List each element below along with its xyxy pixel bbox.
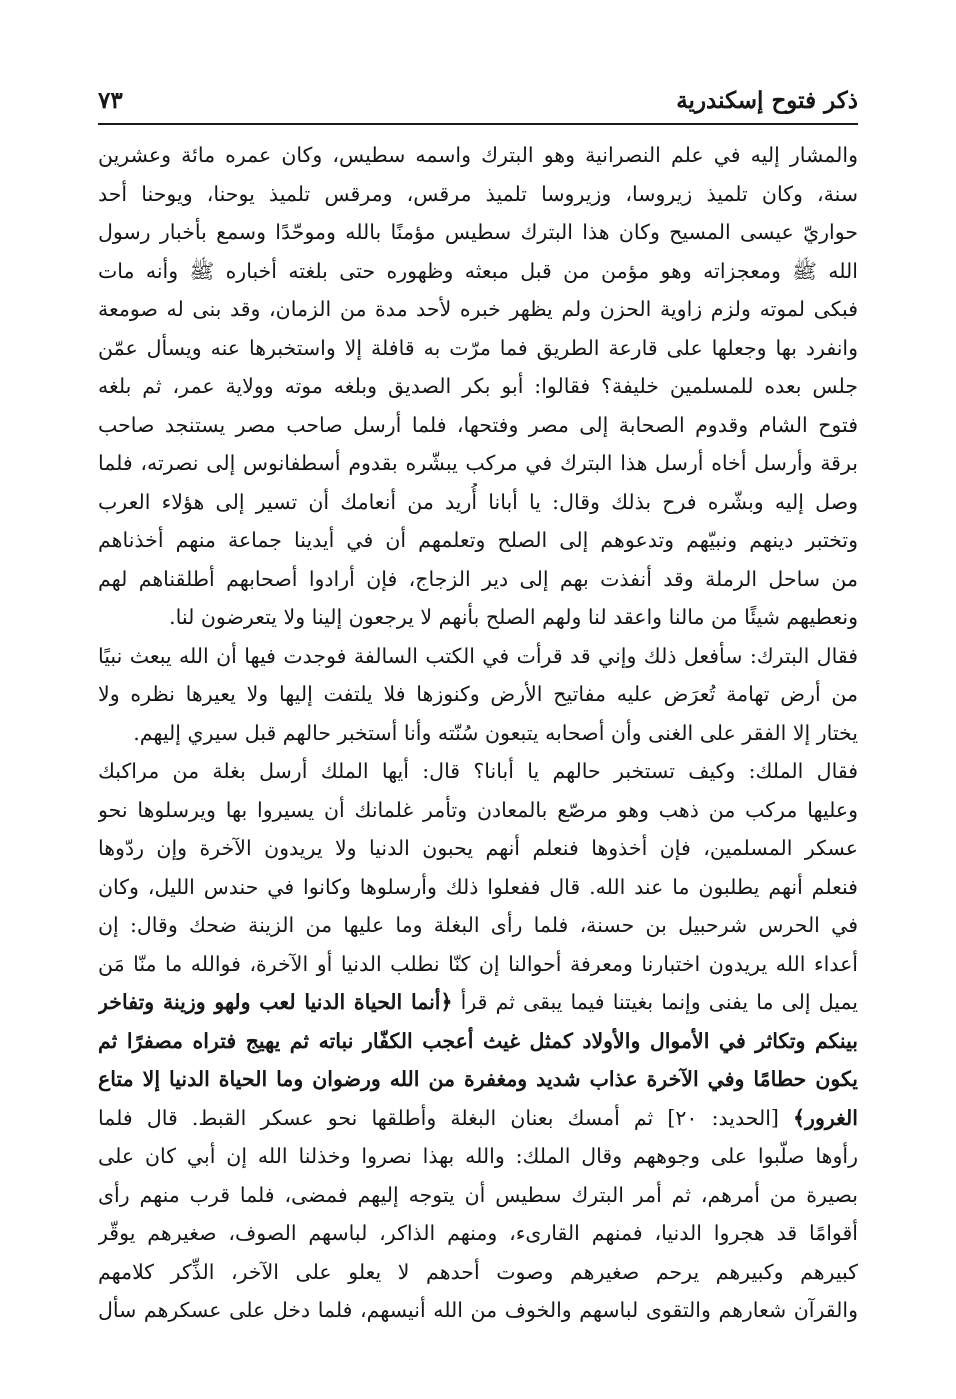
- text-line-quran-end: [98, 1099, 858, 1138]
- text-line: من أرض تهامة تُعرَض عليه مفاتيح الأرض وكنوزها فلا يلتفت إليها ولا يعيرها نظره ولا: [98, 682, 858, 706]
- header-rule: [98, 123, 858, 125]
- text-line: بصيرة من أمرهم، ثم أمر البترك سطيس أن يتوجه إليهم فمضى، فلما قرب منهم رأى: [98, 1182, 858, 1207]
- text-line: من ساحل الرملة وقد أنفذت بهم إلى دير الزجاج، فإن أرادوا أصحابهم أطلقناهم لهم: [98, 566, 858, 591]
- text-line: أعداء الله يريدون اختبارنا ومعرفة أحوالنا إن كنّا نطلب الدنيا أو الآخرة، فوالله ما منّا مَن: [98, 951, 858, 976]
- text-line: والقرآن شعارهم والتقوى لباسهم والخوف من الله أنيسهم، فلما دخل على عسكرهم سأل: [98, 1298, 858, 1322]
- line-text: [الحديد: ٢٠] ثم أمسك بعنان البغلة وأطلقها نحو عسكر القبط. قال فلما: [98, 1105, 794, 1130]
- text-line: فقال البترك: سأفعل ذلك وإني قد قرأت في الكتب السالفة فوجدت فيها أن الله يبعث نبيًا: [98, 643, 858, 668]
- text-line: حواريّ عيسى المسيح وكان هذا البترك سطيس مؤمنًا بالله وموحّدًا وسمع بأخبار رسول: [98, 220, 858, 244]
- text-line: جلس بعده للمسلمين خليفة؟ فقالوا: أبو بكر الصديق وبلغه موته وولاية عمر، ثم بلغه: [98, 374, 858, 398]
- text-line: سنة، وكان تلميذ زيروسا، وزيروسا تلميذ مرقس، ومرقس تلميذ يوحنا، ويوحنا أحد: [98, 181, 858, 206]
- quran-verse-line: يكون حطامًا وفي الآخرة عذاب شديد ومغفرة من الله ورضوان وما الحياة الدنيا إلا متاع: [98, 1067, 858, 1091]
- text-line: فقال الملك: وكيف تستخبر حالهم يا أبانا؟ قال: أيها الملك أرسل بغلة من مراكبك: [98, 759, 858, 783]
- text-line: والمشار إليه في علم النصرانية وهو البترك واسمه سطيس، وكان عمره مائة وعشرين: [98, 143, 858, 167]
- text-line: عسكر المسلمين، فإن أخذوها فنعلم أنهم يحبون الدنيا ولا يريدون الآخرة وإن ردّوها: [98, 836, 858, 860]
- text-line: فبكى لموته ولزم زاوية الحزن ولم يظهر خبره لأحد مدة من الزمان، وقد بنى له صومعة: [98, 297, 858, 321]
- text-line-quran-start: [98, 983, 858, 1022]
- running-title: ذكر فتوح إسكندرية: [676, 87, 858, 114]
- quran-verse-line: بينكم وتكاثر في الأموال والأولاد كمثل غيث أعجب الكفّار نباته ثم يهيج فتراه مصفرًا ثم: [98, 1028, 858, 1053]
- text-line: وصل إليه وبشّره فرح بذلك وقال: يا أبانا أُريد من أنعامك أن تسير إلى هؤلاء العرب: [98, 489, 858, 514]
- text-line: كبيرهم وكبيرهم يرحم صغيرهم وصوت أحدهم لا يعلو على الآخر، الذِّكر كلامهم: [98, 1259, 858, 1284]
- page-header: [98, 80, 858, 120]
- text-line: رأوها صلّبوا على وجوههم وقال الملك: والله بهذا نصروا وخذلنا الله إن أبي كان على: [98, 1144, 858, 1168]
- page-number: ٧٣: [98, 87, 123, 114]
- line-text: يميل إلى ما يفنى وإنما بغيتنا فيما يبقى ثم قرأ: [452, 990, 858, 1014]
- text-line: أقوامًا قد هجروا الدنيا، فمنهم القارىء، ومنهم الذاكر، لباسهم الصوف، صغيرهم يوقّر: [98, 1221, 858, 1245]
- body-text: [98, 136, 858, 1330]
- text-line: وتختبر دينهم ونبيّهم وتدعوهم إلى الصلح وتعلمهم أن في أيدينا جماعة منهم أخذناهم: [98, 528, 858, 552]
- text-line: ونعطيهم شيئًا من مالنا واعقد لنا ولهم الصلح بأنهم لا يرجعون إلينا ولا يتعرضون لنا.: [169, 605, 858, 629]
- quran-verse: ﴿أنما الحياة الدنيا لعب ولهو وزينة وتفاخر: [98, 990, 453, 1014]
- text-line: فنعلم أنهم يطلبون ما عند الله. قال ففعلوا ذلك وأرسلوها وكانوا في حندس الليل، وكان: [98, 874, 858, 899]
- text-line: برقة وأرسل أخاه أرسل هذا البترك في مركب يبشّره بقدوم أسطفانوس إلى نصرته، فلما: [98, 451, 858, 475]
- text-line: في الحرس شرحبيل بن حسنة، فلما رأى البغلة وما عليها من الزينة ضحك وقال: إن: [98, 913, 858, 937]
- text-line: وانفرد بها وجعلها على قارعة الطريق فما مرّت به قافلة إلا واستخبرها عنه ويسأل عمّن: [98, 335, 858, 360]
- text-line: يختار إلا الفقر على الغنى وأن أصحابه يتبعون سُنّته وأنا أستخبر حالهم قبل سيري إليهم.: [133, 720, 858, 745]
- text-line: فتوح الشام وقدوم الصحابة إلى مصر وفتحها، فلما أرسل صاحب مصر يستنجد صاحب: [98, 412, 858, 437]
- text-line: وعليها مركب من ذهب وهو مرصّع بالمعادن وتأمر غلمانك أن يسيروا بها ويرسلوها نحو: [98, 797, 858, 822]
- text-line: الله ﷺ ومعجزاته وهو مؤمن من قبل مبعثه وظهوره حتى بلغته أخباره ﷺ وأنه مات: [98, 258, 858, 283]
- quran-verse: الغرور﴾: [793, 1105, 858, 1130]
